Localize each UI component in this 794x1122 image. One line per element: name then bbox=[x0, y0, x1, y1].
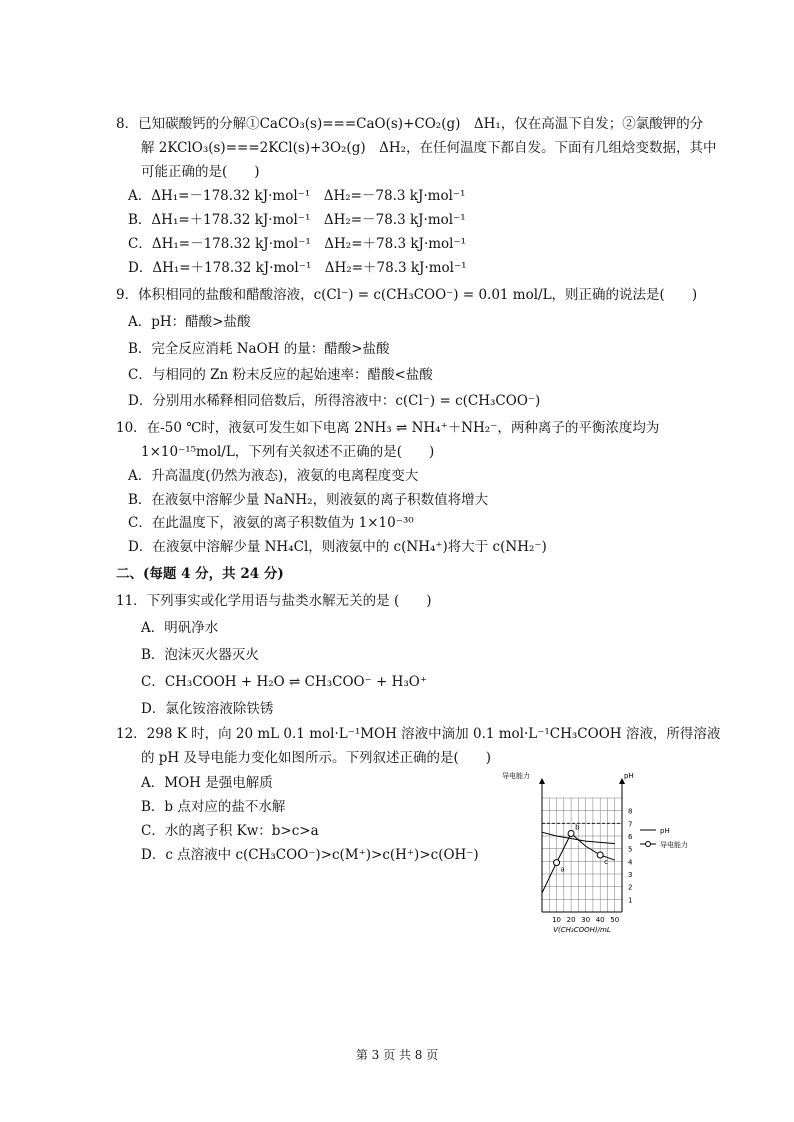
q10-option-d: D．在液氨中溶解少量 NH₄Cl，则液氨中的 c(NH₄⁺)将大于 c(NH₂⁻) bbox=[128, 539, 547, 555]
legend-conductivity-marker bbox=[646, 842, 651, 847]
q11-option-c: C．CH₃COOH + H₂O ⇌ CH₃COO⁻ + H₃O⁺ bbox=[141, 674, 427, 690]
q10-option-c: C．在此温度下，液氨的离子积数值为 1×10⁻³⁰ bbox=[128, 515, 414, 531]
section-heading: 二、(每题 4 分，共 24 分) bbox=[116, 566, 284, 582]
q12-option-b: B．b 点对应的盐不水解 bbox=[141, 799, 286, 815]
y-tick-label: 1 bbox=[628, 896, 633, 905]
chart-grid bbox=[542, 798, 622, 912]
y-axis-left-arrow bbox=[539, 778, 545, 784]
q9-option-b: B．完全反应消耗 NaOH 的量：醋酸>盐酸 bbox=[128, 341, 390, 357]
q8-option-d: D．ΔH₁=＋178.32 kJ·mol⁻¹ ΔH₂=＋78.3 kJ·mol⁻¹ bbox=[128, 260, 467, 276]
x-axis-label: V(CH₃COOH)/mL bbox=[553, 926, 611, 934]
y-tick-label: 7 bbox=[628, 820, 633, 829]
y-tick-label: 5 bbox=[628, 845, 633, 854]
q12-line2: 的 pH 及导电能力变化如图所示。下列叙述正确的是( ) bbox=[141, 750, 492, 766]
q10-option-b: B．在液氨中溶解少量 NaNH₂，则液氨的离子积数值将增大 bbox=[128, 492, 489, 508]
y-tick-label: 3 bbox=[628, 871, 633, 879]
ph-conductivity-chart bbox=[498, 768, 698, 948]
q12-option-c: C．水的离子积 Kw：b>c>a bbox=[141, 823, 319, 839]
q8-line2: 解 2KClO₃(s)===2KCl(s)+3O₂(g) ΔH₂，在任何温度下都自发。下面有几组焓变数据，其中 bbox=[141, 140, 717, 156]
y-tick-label: 6 bbox=[628, 833, 633, 841]
q9-option-d: D．分别用水稀释相同倍数后，所得溶液中：c(Cl⁻) = c(CH₃COO⁻) bbox=[128, 393, 541, 409]
q12-option-a: A．MOH 是强电解质 bbox=[141, 775, 273, 791]
q8-option-b: B．ΔH₁=＋178.32 kJ·mol⁻¹ ΔH₂=－78.3 kJ·mol⁻¹ bbox=[128, 212, 466, 228]
point-c bbox=[597, 852, 603, 858]
x-tick-label: 40 bbox=[595, 916, 605, 924]
y-tick-label: 4 bbox=[628, 858, 633, 867]
legend-conductivity-label: 导电能力 bbox=[660, 841, 688, 849]
q9-option-c: C．与相同的 Zn 粉末反应的起始速率：醋酸<盐酸 bbox=[128, 367, 433, 383]
q10-line1: 10．在-50 ℃时，液氨可发生如下电离 2NH₃ ⇌ NH₄⁺＋NH₂⁻，两种离子的平衡浓度均为 bbox=[116, 420, 660, 436]
page-footer: 第 3 页 共 8 页 bbox=[355, 1048, 439, 1062]
q12-line1: 12．298 K 时，向 20 mL 0.1 mol·L⁻¹MOH 溶液中滴加 0.1 mol·L⁻¹CH₃COOH 溶液，所得溶液 bbox=[116, 726, 721, 742]
q8-line1: 8．已知碳酸钙的分解①CaCO₃(s)===CaO(s)+CO₂(g) ΔH₁，仅在高温下自发；②氯酸钾的分 bbox=[116, 116, 704, 132]
point-label-a: a bbox=[560, 865, 565, 874]
q11-option-d: D．氯化铵溶液除铁锈 bbox=[141, 701, 274, 717]
x-tick-label: 30 bbox=[581, 916, 591, 924]
x-tick-label: 10 bbox=[552, 916, 562, 924]
q12-option-d: D．c 点溶液中 c(CH₃COO⁻)>c(M⁺)>c(H⁺)>c(OH⁻) bbox=[141, 847, 479, 863]
point-label-b: b bbox=[575, 823, 580, 832]
q9-line1: 9．体积相同的盐酸和醋酸溶液，c(Cl⁻) = c(CH₃COO⁻) = 0.01 mol/L，则正确的说法是( ) bbox=[116, 287, 698, 303]
chart-labels bbox=[502, 771, 688, 934]
point-label-c: c bbox=[604, 858, 609, 866]
q11-option-b: B．泡沫灭火器灭火 bbox=[141, 647, 259, 663]
y-left-axis-label: 导电能力 bbox=[502, 772, 530, 780]
q8-option-c: C．ΔH₁=－178.32 kJ·mol⁻¹ ΔH₂=＋78.3 kJ·mol⁻¹ bbox=[128, 236, 467, 252]
q11-line1: 11．下列事实或化学用语与盐类水解无关的是 ( ) bbox=[116, 593, 432, 609]
q9-option-a: A．pH：醋酸>盐酸 bbox=[128, 314, 251, 330]
q10-option-a: A．升高温度(仍然为液态)，液氨的电离程度变大 bbox=[128, 468, 419, 484]
x-tick-label: 50 bbox=[610, 916, 620, 924]
y-tick-label: 2 bbox=[628, 883, 633, 892]
q8-option-a: A．ΔH₁=－178.32 kJ·mol⁻¹ ΔH₂=－78.3 kJ·mol⁻¹ bbox=[128, 188, 466, 204]
q10-line2: 1×10⁻¹⁵mol/L，下列有关叙述不正确的是( ) bbox=[141, 444, 435, 460]
y-tick-label: 8 bbox=[628, 807, 633, 816]
y-right-axis-label: pH bbox=[624, 772, 634, 780]
x-tick-label: 20 bbox=[566, 916, 576, 924]
q8-line3: 可能正确的是( ) bbox=[141, 164, 260, 180]
q11-option-a: A．明矾净水 bbox=[141, 620, 219, 636]
point-a bbox=[554, 860, 560, 866]
point-b bbox=[568, 830, 574, 836]
legend-ph-label: pH bbox=[660, 827, 670, 835]
